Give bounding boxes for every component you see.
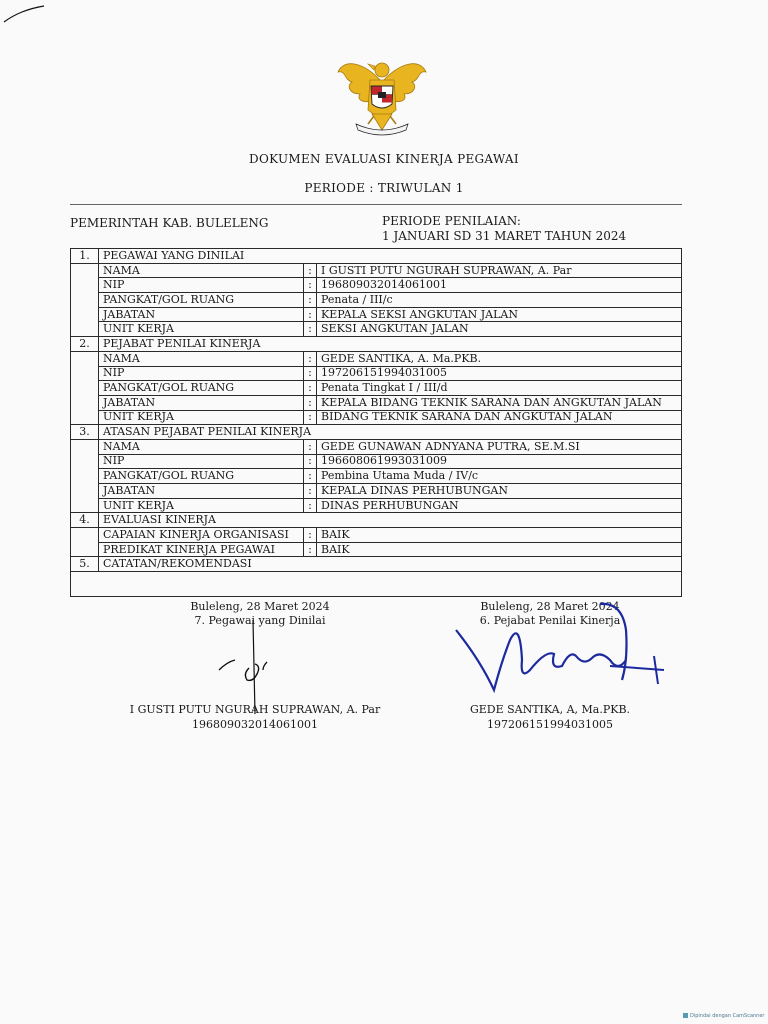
- field-value: 196608061993031009: [317, 454, 682, 469]
- field-value: KEPALA BIDANG TEKNIK SARANA DAN ANGKUTAN JALAN: [317, 395, 682, 410]
- right-signer-role: 6. Pejabat Penilai Kinerja: [479, 614, 621, 627]
- assessment-period: [382, 214, 626, 244]
- field-label: UNIT KERJA: [99, 498, 304, 513]
- left-place-date: Buleleng, 28 Maret 2024: [190, 600, 330, 613]
- table-row: [71, 542, 682, 557]
- colon-separator: :: [304, 322, 317, 337]
- colon-separator: :: [304, 439, 317, 454]
- colon-separator: :: [304, 351, 317, 366]
- table-row: [71, 454, 682, 469]
- section-number: 4.: [71, 513, 99, 528]
- left-signer-name: I GUSTI PUTU NGURAH SUPRAWAN, A. Par: [129, 703, 381, 716]
- section-header-row: [71, 425, 682, 440]
- table-row: [71, 322, 682, 337]
- left-signer-role: 7. Pegawai yang Dinilai: [194, 614, 326, 627]
- colon-separator: :: [304, 484, 317, 499]
- colon-separator: :: [304, 278, 317, 293]
- table-row: [71, 484, 682, 499]
- evaluation-table: [70, 248, 682, 597]
- section-header-row: [71, 513, 682, 528]
- field-label: NAMA: [99, 439, 304, 454]
- colon-separator: :: [304, 366, 317, 381]
- table-row: [71, 498, 682, 513]
- field-label: PANGKAT/GOL RUANG: [99, 293, 304, 308]
- section-title: EVALUASI KINERJA: [99, 513, 682, 528]
- table-row: [71, 439, 682, 454]
- field-value: 196809032014061001: [317, 278, 682, 293]
- field-label: NIP: [99, 366, 304, 381]
- table-row: [71, 278, 682, 293]
- colon-separator: :: [304, 542, 317, 557]
- field-label: NAMA: [99, 351, 304, 366]
- field-value: BIDANG TEKNIK SARANA DAN ANGKUTAN JALAN: [317, 410, 682, 425]
- colon-separator: :: [304, 528, 317, 543]
- government-name: PEMERINTAH KAB. BULELENG: [70, 216, 269, 230]
- field-value: KEPALA SEKSI ANGKUTAN JALAN: [317, 307, 682, 322]
- field-label: JABATAN: [99, 484, 304, 499]
- section-number: 1.: [71, 249, 99, 264]
- field-value: BAIK: [317, 542, 682, 557]
- field-label: JABATAN: [99, 307, 304, 322]
- field-label: PANGKAT/GOL RUANG: [99, 381, 304, 396]
- field-value: Penata Tingkat I / III/d: [317, 381, 682, 396]
- field-label: UNIT KERJA: [99, 410, 304, 425]
- right-signer-nip: 197206151994031005: [487, 718, 613, 731]
- camscanner-logo-icon: [683, 1013, 688, 1018]
- notes-cell: [71, 572, 682, 597]
- field-label: NIP: [99, 454, 304, 469]
- section-title: PEJABAT PENILAI KINERJA: [99, 337, 682, 352]
- table-row: [71, 366, 682, 381]
- document-title: DOKUMEN EVALUASI KINERJA PEGAWAI: [249, 152, 519, 166]
- table-row: [71, 293, 682, 308]
- section-title: ATASAN PEJABAT PENILAI KINERJA: [99, 425, 682, 440]
- field-label: UNIT KERJA: [99, 322, 304, 337]
- scanner-watermark: [683, 1013, 765, 1019]
- assessment-period-value: 1 JANUARI SD 31 MARET TAHUN 2024: [382, 229, 627, 243]
- colon-separator: :: [304, 263, 317, 278]
- table-row: [71, 410, 682, 425]
- field-label: JABATAN: [99, 395, 304, 410]
- document-period: PERIODE : TRIWULAN 1: [304, 181, 464, 195]
- field-value: GEDE GUNAWAN ADNYANA PUTRA, SE.M.SI: [317, 439, 682, 454]
- field-value: 197206151994031005: [317, 366, 682, 381]
- field-value: SEKSI ANGKUTAN JALAN: [317, 322, 682, 337]
- colon-separator: :: [304, 381, 317, 396]
- section-number: 5.: [71, 557, 99, 572]
- field-label: NAMA: [99, 263, 304, 278]
- table-row: [71, 395, 682, 410]
- assessment-period-label: PERIODE PENILAIAN:: [382, 214, 521, 228]
- left-signer-nip: 196809032014061001: [192, 718, 318, 731]
- section-header-row: [71, 557, 682, 572]
- table-row: [71, 528, 682, 543]
- field-value: BAIK: [317, 528, 682, 543]
- table-row: [71, 351, 682, 366]
- field-value: DINAS PERHUBUNGAN: [317, 498, 682, 513]
- section-header-row: [71, 249, 682, 264]
- field-label: CAPAIAN KINERJA ORGANISASI: [99, 528, 304, 543]
- right-signer-block: [445, 702, 655, 732]
- table-row: [71, 469, 682, 484]
- section-title: CATATAN/REKOMENDASI: [99, 557, 682, 572]
- table-row: [71, 263, 682, 278]
- colon-separator: :: [304, 454, 317, 469]
- header-divider: [70, 204, 682, 205]
- field-value: KEPALA DINAS PERHUBUNGAN: [317, 484, 682, 499]
- colon-separator: :: [304, 469, 317, 484]
- field-value: I GUSTI PUTU NGURAH SUPRAWAN, A. Par: [317, 263, 682, 278]
- field-value: Penata / III/c: [317, 293, 682, 308]
- colon-separator: :: [304, 410, 317, 425]
- colon-separator: :: [304, 395, 317, 410]
- field-value: GEDE SANTIKA, A. Ma.PKB.: [317, 351, 682, 366]
- right-place-date: Buleleng, 28 Maret 2024: [480, 600, 620, 613]
- field-value: Pembina Utama Muda / IV/c: [317, 469, 682, 484]
- field-label: NIP: [99, 278, 304, 293]
- colon-separator: :: [304, 307, 317, 322]
- section-title: PEGAWAI YANG DINILAI: [99, 249, 682, 264]
- colon-separator: :: [304, 498, 317, 513]
- colon-separator: :: [304, 293, 317, 308]
- garuda-emblem-icon: [334, 52, 430, 138]
- section-number: 3.: [71, 425, 99, 440]
- right-signer-name: GEDE SANTIKA, A, Ma.PKB.: [469, 703, 631, 716]
- notes-row: [71, 572, 682, 597]
- scanner-text: Dipindai dengan CamScanner: [690, 1013, 765, 1019]
- field-label: PREDIKAT KINERJA PEGAWAI: [99, 542, 304, 557]
- pen-stroke-mark: [2, 2, 46, 26]
- field-label: PANGKAT/GOL RUANG: [99, 469, 304, 484]
- right-handwritten-signature: [450, 600, 670, 700]
- table-row: [71, 381, 682, 396]
- table-row: [71, 307, 682, 322]
- left-signer-block: [110, 702, 400, 732]
- section-header-row: [71, 337, 682, 352]
- section-number: 2.: [71, 337, 99, 352]
